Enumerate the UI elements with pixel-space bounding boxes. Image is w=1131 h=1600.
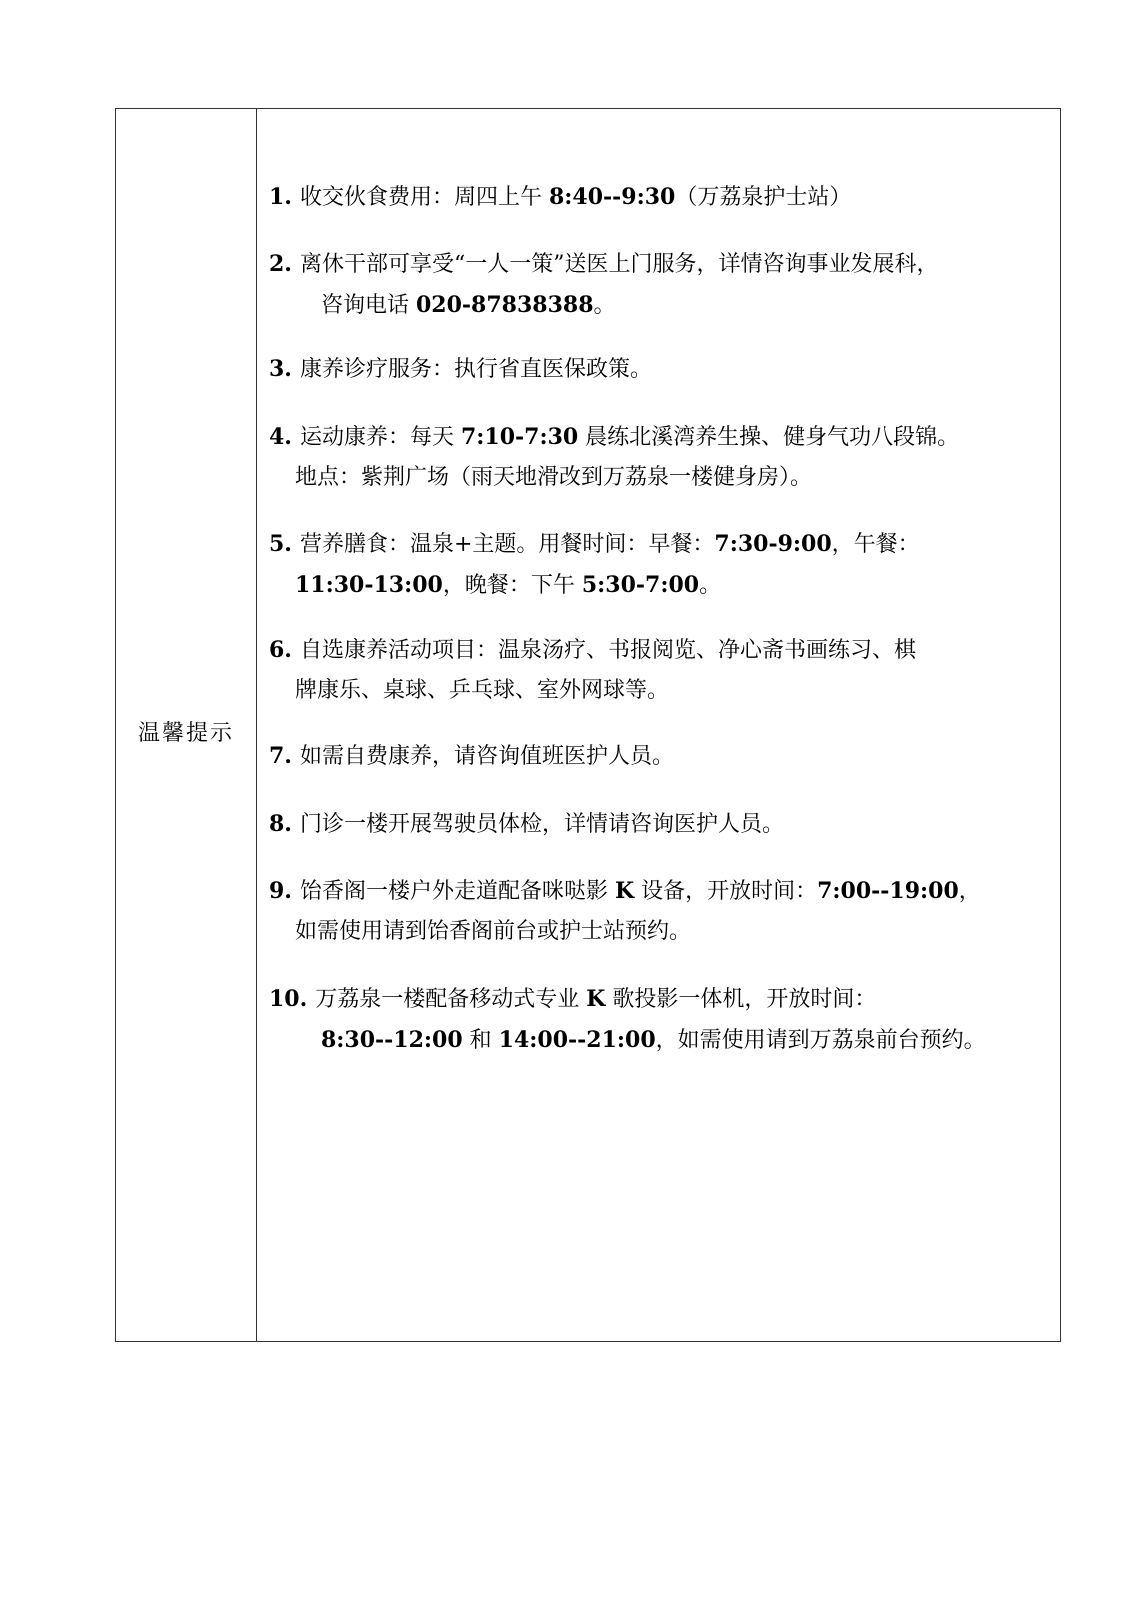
tip-5-line-2 — [269, 565, 1052, 606]
tip-letter: K — [614, 878, 635, 904]
tip-2-line-2 — [269, 285, 1052, 326]
tip-text: 歌投影一体机，开放时间： — [605, 987, 877, 1012]
tip-time: 7:00--19:00 — [817, 878, 959, 904]
tip-10-line-1 — [269, 979, 1052, 1020]
tip-text: ，晚餐：下午 — [442, 573, 582, 598]
tip-9-line-1 — [269, 871, 1052, 912]
tip-phone: 020-87838388 — [416, 292, 594, 318]
tip-text: 自选康养活动项目：温泉汤疗、书报阅览、净心斋书画练习、棋 — [299, 638, 916, 663]
tip-text: ， — [958, 879, 981, 904]
tip-time: 8:40--9:30 — [548, 184, 676, 210]
label-cell — [116, 109, 257, 1341]
tip-time: 5:30-7:00 — [581, 572, 700, 598]
tip-1-line-1 — [269, 177, 1052, 218]
tip-text: 和 — [462, 1028, 499, 1053]
tip-number: 6. — [269, 637, 292, 663]
tip-text: 饴香阁一楼户外走道配备咪哒影 — [299, 879, 615, 904]
tip-text: 离休干部可享受“一人一策”送医上门服务，详情咨询事业发展科， — [299, 252, 939, 277]
tip-7 — [269, 736, 1052, 777]
tip-3 — [269, 349, 1052, 390]
tip-text: 牌康乐、桌球、乒乓球、室外网球等。 — [295, 678, 670, 703]
tip-6-line-2 — [269, 671, 1052, 711]
tip-4 — [269, 417, 1052, 498]
tip-2-line-1 — [269, 244, 1052, 285]
tip-10-line-2 — [269, 1020, 1052, 1061]
tip-text: 营养膳食：温泉+主题。用餐时间：早餐： — [299, 532, 715, 557]
tip-6 — [269, 630, 1052, 711]
tip-10 — [269, 979, 1052, 1061]
tip-number: 5. — [269, 531, 292, 557]
tip-5-line-1 — [269, 524, 1052, 565]
tip-time: 11:30-13:00 — [295, 572, 443, 598]
tip-3-line-1 — [269, 349, 1052, 390]
tip-text: 运动康养：每天 — [299, 425, 461, 450]
tip-number: 7. — [269, 743, 292, 769]
tip-text: 如需使用请到饴香阁前台或护士站预约。 — [295, 919, 692, 944]
tip-time: 8:30--12:00 — [321, 1027, 463, 1053]
tip-text: 。 — [699, 573, 722, 598]
tip-text: 。 — [593, 293, 616, 318]
tip-8 — [269, 804, 1052, 845]
tip-8-line-1 — [269, 804, 1052, 845]
tip-4-line-2 — [269, 458, 1052, 498]
tip-number: 9. — [269, 878, 292, 904]
tip-5 — [269, 524, 1052, 606]
tip-text: 晨练北溪湾养生操、健身气功八段锦。 — [578, 425, 960, 450]
tip-text: 咨询电话 — [321, 293, 416, 318]
tip-9-line-2 — [269, 912, 1052, 952]
tip-7-line-1 — [269, 736, 1052, 777]
tips-cell — [257, 109, 1060, 1341]
tip-9 — [269, 871, 1052, 952]
tip-text: 如需自费康养，请咨询值班医护人员。 — [299, 744, 674, 769]
section-label: 温馨提示 — [137, 720, 234, 746]
tip-4-line-1 — [269, 417, 1052, 458]
tip-number: 8. — [269, 811, 292, 837]
tip-text: 万荔泉一楼配备移动式专业 — [315, 987, 587, 1012]
tip-number: 10. — [269, 986, 308, 1012]
tip-number: 3. — [269, 356, 292, 382]
tip-number: 2. — [269, 251, 292, 277]
tip-text: 收交伙食费用：周四上午 — [299, 185, 549, 210]
tip-letter: K — [586, 986, 606, 1012]
tip-1 — [269, 177, 1052, 218]
tip-text: ，午餐： — [831, 532, 920, 557]
notice-table — [115, 108, 1061, 1342]
tip-time: 7:10-7:30 — [460, 424, 579, 450]
tip-number: 4. — [269, 424, 292, 450]
tip-text: 门诊一楼开展驾驶员体检，详情请咨询医护人员。 — [299, 812, 784, 837]
tip-text: 设备，开放时间： — [634, 879, 818, 904]
tip-time: 14:00--21:00 — [498, 1027, 656, 1053]
tip-text: ，如需使用请到万荔泉前台预约。 — [655, 1028, 986, 1053]
tip-time: 7:30-9:00 — [714, 531, 832, 557]
tip-6-line-1 — [269, 630, 1052, 671]
tip-number: 1. — [269, 184, 292, 210]
tip-2 — [269, 244, 1052, 326]
tip-text: 康养诊疗服务：执行省直医保政策。 — [299, 357, 652, 382]
tip-text: （万荔泉护士站） — [675, 185, 852, 210]
tip-text: 地点：紫荆广场（雨天地滑改到万荔泉一楼健身房）。 — [295, 465, 813, 490]
